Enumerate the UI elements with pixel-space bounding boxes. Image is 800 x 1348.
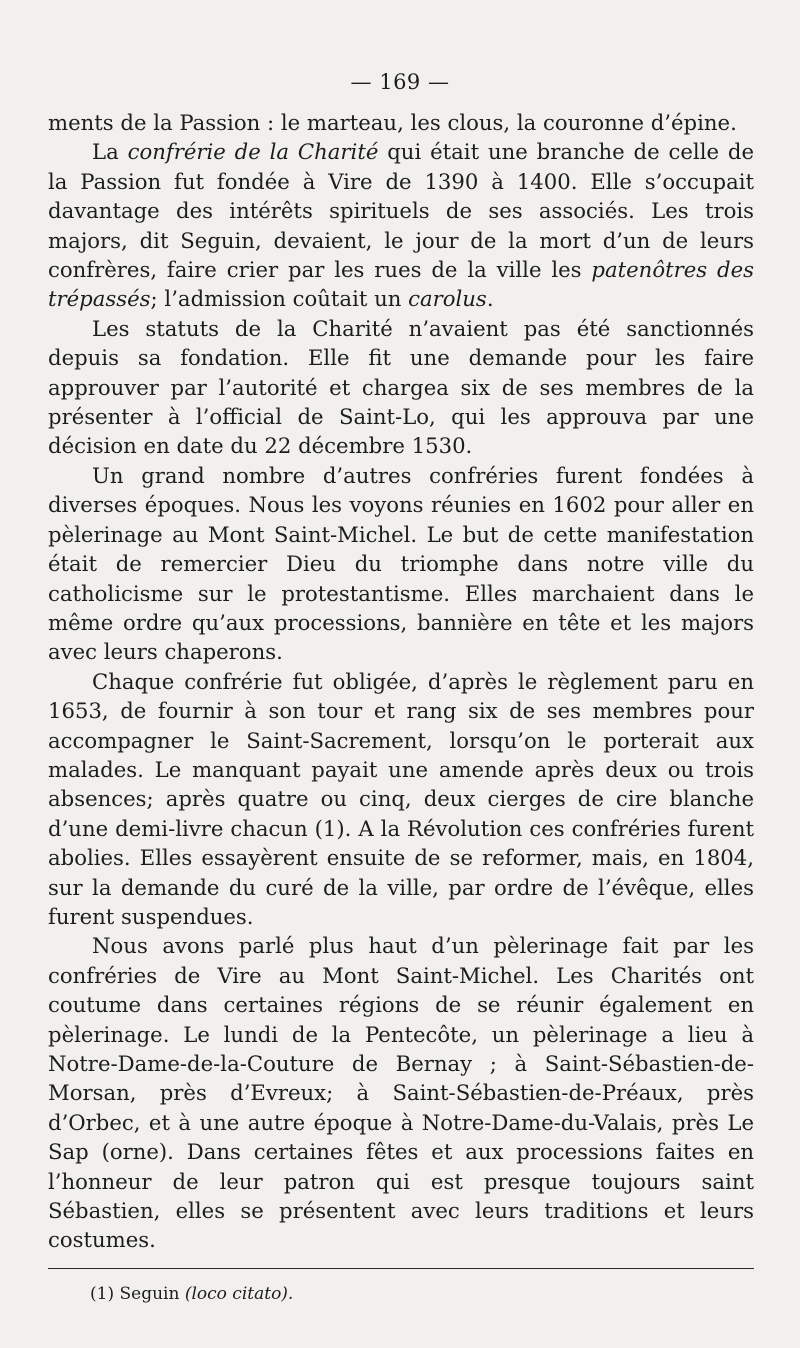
text-segment: qui était une branche de celle de la Passion fut fondée à Vire de 1390 à 1400. Elle s’occupait davantage des intérêts spirituels de ses associés. Les trois majors, dit Seguin, devaient, le jour de la mort d’un de leurs confrères, faire crier par les rues de la ville les — [48, 139, 754, 283]
page-number: — 169 — — [350, 70, 450, 94]
paragraph — [48, 667, 754, 932]
footnote-text: Seguin — [119, 1284, 180, 1304]
text-segment: La — [92, 139, 128, 165]
text-segment: Nous avons parlé plus haut d’un pèlerinage fait par les confréries de Vire au Mont Saint-Michel. Les Charités ont coutume dans certaines régions de se réunir également en pèlerinage. Le lundi de la Pentecôte, un pèlerinage a lieu à Notre-Dame-de-la-Couture de Bernay ; à Saint-Sébastien-de-Morsan, près d’Evreux; à Saint-Sébastien-de-Préaux, près d’Orbec, et à une autre époque à Notre-Dame-du-Valais, près Le Sap (orne). Dans certaines fêtes et aux processions faites en l’honneur de leur patron qui est presque toujours saint Sébastien, elles se présentent avec leurs traditions et leurs costumes. — [48, 933, 754, 1253]
footnote-divider — [48, 1268, 754, 1269]
footnote — [90, 1282, 293, 1306]
footnote-citation: (loco citato). — [184, 1284, 294, 1304]
text-segment: Un grand nombre d’autres confréries furent fondées à diverses époques. Nous les voyons réunies en 1602 pour aller en pèlerinage au Mont Saint-Michel. Le but de cette manifestation était de remercier Dieu du triomphe dans notre ville du catholicisme sur le protestantisme. Elles marchaient dans le même ordre qu’aux processions, bannière en tête et les majors avec leurs chaperons. — [48, 462, 754, 665]
italic-text: patenôtres des trépassés — [48, 257, 754, 312]
text-segment: . — [486, 286, 494, 312]
paragraph — [48, 314, 754, 461]
text-segment: Chaque confrérie fut obligée, d’après le règlement paru en 1653, de fournir à son tour et rang six de ses membres pour accompagner le Saint-Sacrement, lorsqu’on le porterait aux malades. Le manquant payait une amende après deux ou trois absences; après quatre ou cinq, deux cierges de cire blanche d’une demi-livre chacun (1). A la Révolution ces confréries furent abolies. Elles essayèrent ensuite de se reformer, mais, en 1804, sur la demande du curé de la ville, par ordre de l’évêque, elles furent suspendues. — [48, 668, 754, 929]
paragraph — [48, 461, 754, 667]
footnote-marker: (1) — [90, 1284, 115, 1304]
paragraph — [48, 931, 754, 1254]
text-segment: ; l’admission coûtait un — [150, 286, 409, 312]
body-text — [48, 108, 754, 1255]
paragraph — [48, 108, 754, 137]
italic-text: confrérie de la Charité — [127, 139, 379, 165]
italic-text: carolus — [408, 286, 487, 312]
text-segment: ments de la Passion : le marteau, les clous, la couronne d’épine. — [48, 110, 737, 135]
paragraph — [48, 137, 754, 313]
text-segment: Les statuts de la Charité n’avaient pas été sanctionnés depuis sa fondation. Elle fit une demande pour les faire approuver par l’autorité et chargea six de ses membres de la présenter à l’official de Saint-Lo, qui les approuva par une décision en date du 22 décembre 1530. — [48, 315, 754, 459]
